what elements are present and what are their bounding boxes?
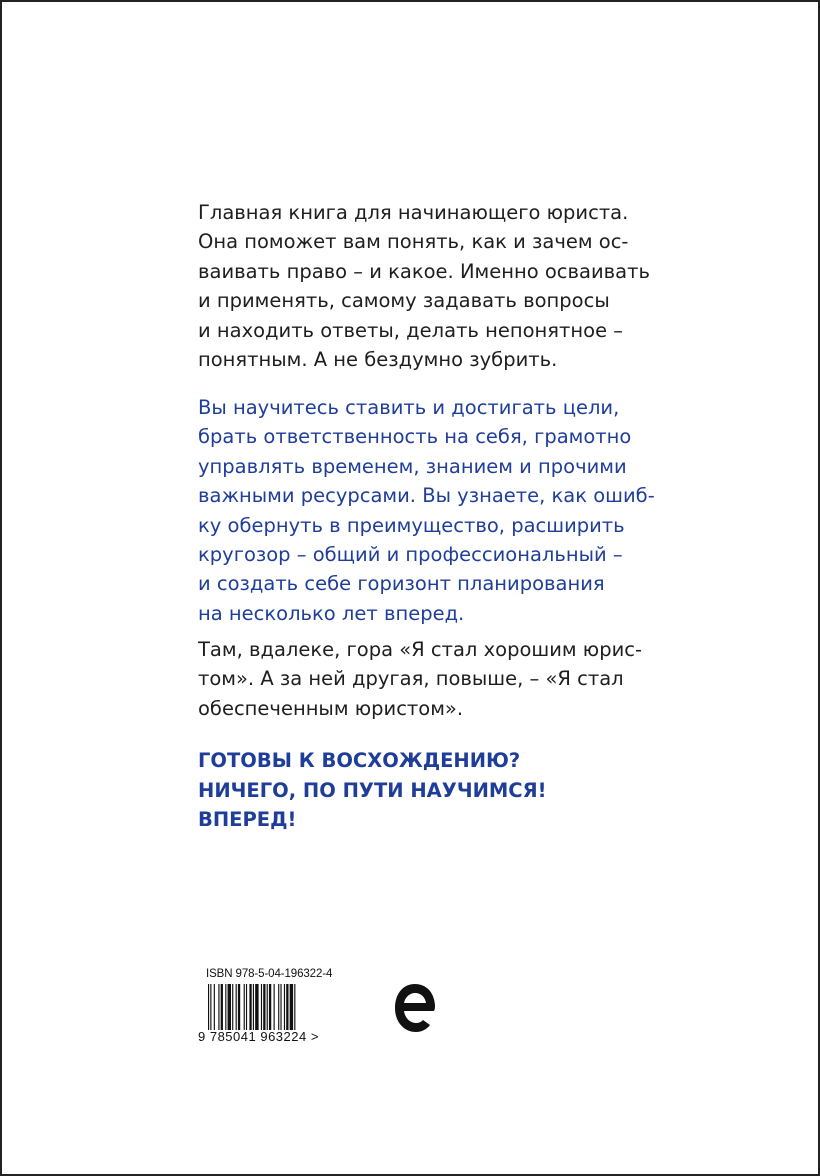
barcode-bar: [208, 984, 209, 1030]
eksmo-logo-icon: [392, 980, 438, 1036]
text-line: управлять временем, знанием и прочими: [198, 454, 627, 478]
barcode-bar: [232, 984, 233, 1030]
barcode-bar: [280, 984, 281, 1030]
barcode-bar: [246, 984, 247, 1030]
barcode-bar: [253, 984, 254, 1030]
barcode-bar: [286, 984, 288, 1030]
text-line: кругозор – общий и профессиональный –: [198, 543, 623, 567]
description-paragraph-3: [198, 635, 643, 723]
barcode-bar: [249, 984, 251, 1030]
text-line: понятным. А не бездумно зубрить.: [198, 348, 558, 372]
barcode-bar: [244, 984, 245, 1030]
barcode-bar: [278, 984, 279, 1030]
text-line: том». А за ней другая, повыше, – «Я стал: [198, 667, 624, 691]
text-line: обеспеченным юристом».: [198, 696, 464, 720]
description-paragraph-1: [198, 198, 650, 374]
text-line: ваивать право – и какое. Именно осваивать: [198, 259, 650, 283]
text-line: и находить ответы, делать непонятное –: [198, 318, 624, 342]
barcode-bar: [218, 984, 219, 1030]
cta-line: НИЧЕГО, ПО ПУТИ НАУЧИМСЯ!: [198, 778, 547, 802]
barcode-bar: [255, 984, 258, 1030]
barcode-bar: [267, 984, 268, 1030]
barcode-bar: [210, 984, 211, 1030]
text-line: брать ответственность на себя, грамотно: [198, 425, 632, 449]
isbn-label: ISBN 978-5-04-196322-4: [206, 968, 333, 980]
text-line: и применять, самому задавать вопросы: [198, 289, 610, 313]
barcode-bar: [274, 984, 275, 1030]
cta-line: ГОТОВЫ К ВОСХОЖДЕНИЮ?: [198, 749, 521, 772]
barcode-bar: [238, 984, 240, 1030]
text-line: Там, вдалеке, гора «Я стал хорошим юрис-: [198, 638, 643, 661]
barcode-digits: 9 785041 963224 >: [198, 1029, 319, 1044]
text-line: Вы научитесь ставить и достигать цели,: [198, 396, 620, 419]
barcode-bar: [221, 984, 223, 1030]
barcode: [208, 984, 332, 1030]
text-line: Главная книга для начинающего юриста.: [198, 201, 629, 224]
barcode-bar: [284, 984, 285, 1030]
barcode-bar: [225, 984, 226, 1030]
text-line: важными ресурсами. Вы узнаете, как ошиб-: [198, 484, 655, 508]
barcode-bar: [214, 984, 215, 1030]
text-line: Она поможет вам понять, как и зачем ос-: [198, 230, 629, 254]
description-paragraph-2: [198, 393, 655, 628]
barcode-bar: [263, 984, 265, 1030]
barcode-bar: [261, 984, 262, 1030]
barcode-bar: [228, 984, 231, 1030]
text-line: ку обернуть в преимущество, расширить: [198, 513, 625, 537]
cta-line: ВПЕРЕД!: [198, 808, 297, 831]
barcode-bar: [269, 984, 271, 1030]
barcode-bar: [290, 984, 293, 1030]
barcode-bar: [294, 984, 295, 1030]
call-to-action: [198, 746, 547, 835]
text-line: и создать себе горизонт планирования: [198, 572, 605, 596]
barcode-bar: [236, 984, 237, 1030]
text-line: на несколько лет вперед.: [198, 601, 465, 625]
eksmo-logo-shape: [395, 984, 435, 1032]
